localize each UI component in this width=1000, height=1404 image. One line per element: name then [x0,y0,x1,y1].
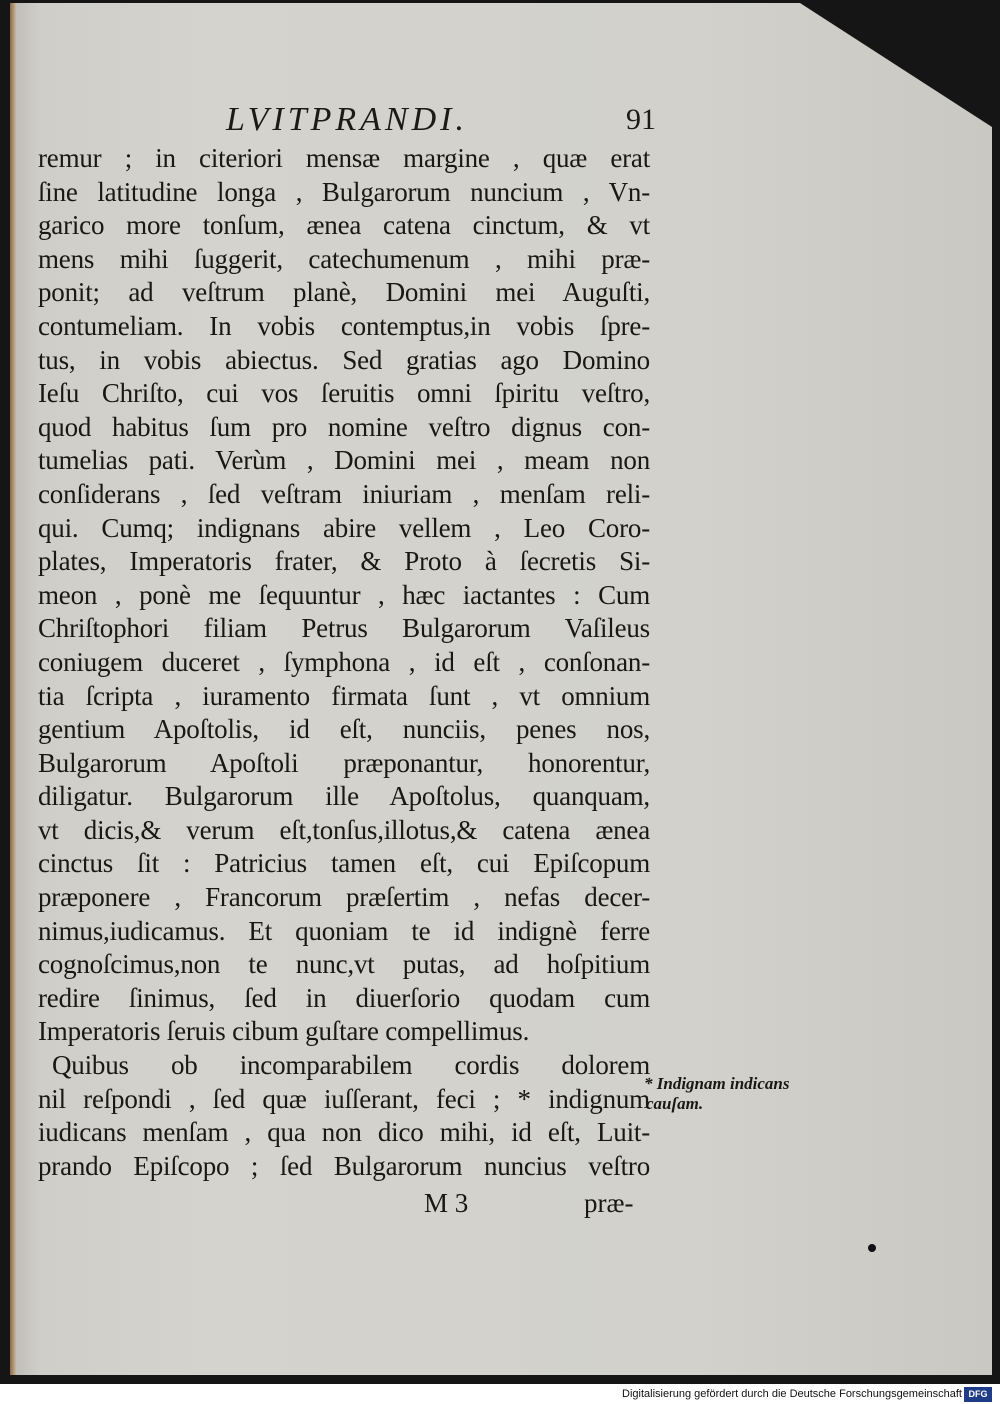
text-line: iudicans menſam , qua non dico mihi, id eſt, Luit- [38,1117,650,1148]
catchword: præ- [584,1188,634,1218]
text-line: Bulgarorum Apoſtoli præponantur, honorentur, [38,747,650,778]
body-text [38,142,650,1183]
text-line: contumeliam. In vobis contemptus,in vobis ſpre- [38,310,650,341]
text-line: ſine latitudine longa , Bulgarorum nuncium , Vn- [38,176,650,207]
signature-mark: M 3 [424,1188,469,1218]
text-line: diligatur. Bulgarorum ille Apoſtolus, quanquam, [38,781,650,812]
text-line: coniugem duceret , ſymphona , id eſt , conſonan- [38,646,650,677]
text-line: quod habitus ſum pro nomine veſtro dignus con- [38,411,650,442]
text-line: prando Epiſcopo ; ſed Bulgarorum nuncius veſtro [38,1150,650,1181]
text-line: ponit; ad veſtrum planè, Domini mei Auguſti, [38,277,650,308]
text-line: tus, in vobis abiectus. Sed gratias ago Domino [38,344,650,375]
text-line: cinctus ſit : Patricius tamen eſt, cui Epiſcopum [38,848,650,879]
text-line: tumelias pati. Verùm , Domini mei , meam non [38,445,650,476]
text-line: cognoſcimus,non te nunc,vt putas, ad hoſpitium [38,949,650,980]
marginal-note-line: * Indignam indicans [644,1074,790,1093]
text-line: garico more tonſum, ænea catena cinctum, & vt [38,210,650,241]
page-header [226,100,656,140]
credit-bar [0,1384,1000,1404]
text-line: meon , ponè me ſequuntur , hæc iactantes : Cum [38,579,650,610]
running-title: LVITPRANDI. [226,101,469,138]
text-line: Quibus ob incomparabilem cordis dolorem [52,1050,650,1081]
page-number: 91 [626,103,656,136]
dfg-logo: DFG [964,1387,992,1402]
text-line: qui. Cumq; indignans abire vellem , Leo Coro- [38,512,650,543]
text-line: mens mihi ſuggerit, catechumenum , mihi præ- [38,243,650,274]
marginal-note [644,1074,844,1114]
text-line: Ieſu Chriſto, cui vos ſeruitis omni ſpiritu veſtro, [38,378,650,409]
text-line: nil reſpondi , ſed quæ iuſſerant, feci ; * indignum [38,1083,650,1114]
marginal-note-line: cauſam. [646,1094,704,1113]
text-line: remur ; in citeriori mensæ margine , quæ erat [38,143,650,173]
text-line: præponere , Francorum præſertim , nefas decer- [38,882,650,913]
text-line: gentium Apoſtolis, id eſt, nunciis, penes nos, [38,714,650,745]
text-line: redire ſinimus, ſed in diuerſorio quodam cum [38,982,650,1013]
text-line: plates, Imperatoris frater, & Proto à ſecretis Si- [38,546,650,577]
text-line: nimus,iudicamus. Et quoniam te id indignè ferre [38,915,650,946]
page-binding-edge [10,3,16,1375]
text-line: Imperatoris ſeruis cibum guſtare compellimus. [38,1016,530,1047]
ink-spot [868,1244,876,1252]
text-line: tia ſcripta , iuramento firmata ſunt , vt omnium [38,680,650,711]
text-line: vt dicis,& verum eſt,tonſus,illotus,& catena ænea [38,814,650,845]
funding-credit: Digitalisierung gefördert durch die Deutsche Forschungsgemeinschaft [622,1388,962,1400]
text-line: conſiderans , ſed veſtram iniuriam , menſam reli- [38,478,650,509]
text-line: Chriſtophori filiam Petrus Bulgarorum Vaſileus [38,613,650,644]
